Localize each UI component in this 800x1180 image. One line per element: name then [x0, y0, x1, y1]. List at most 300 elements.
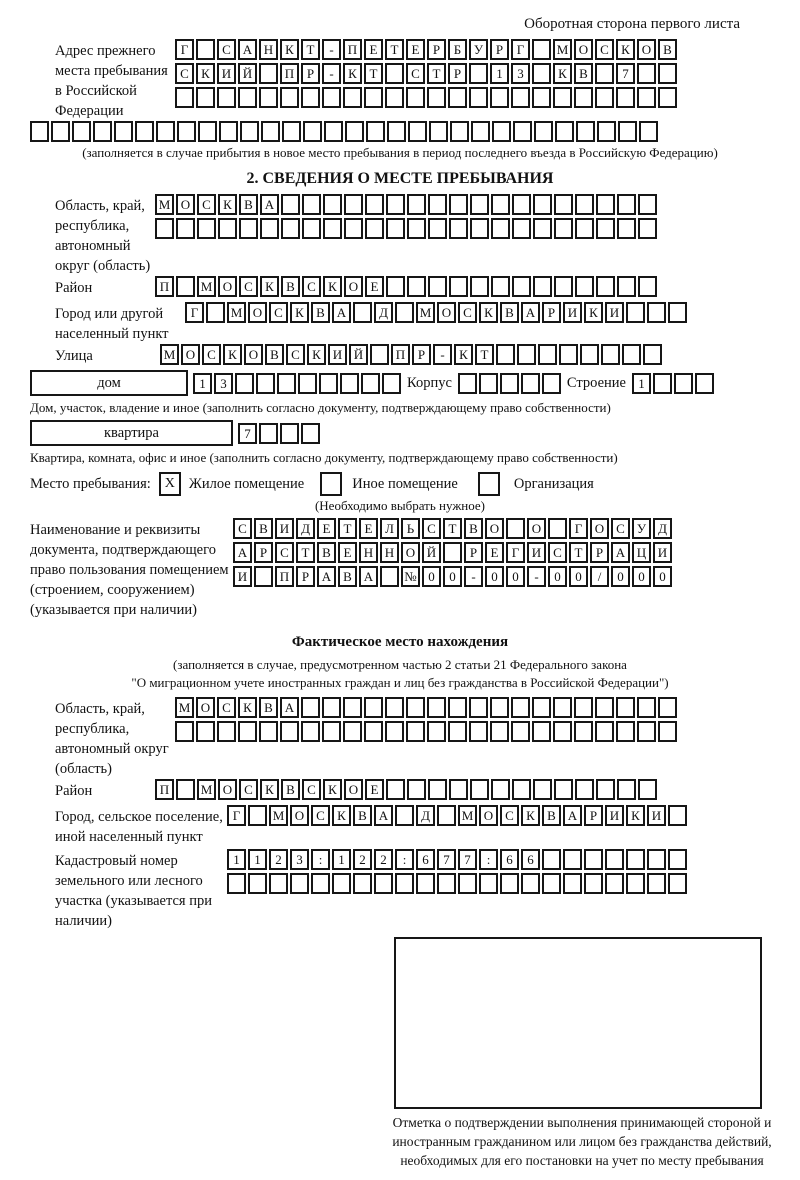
char-box[interactable]: А	[317, 566, 336, 587]
char-box[interactable]	[281, 194, 300, 215]
char-box[interactable]	[385, 721, 404, 742]
char-box[interactable]: С	[595, 39, 614, 60]
char-box[interactable]	[542, 873, 561, 894]
char-box[interactable]	[322, 87, 341, 108]
char-box[interactable]: А	[521, 302, 540, 323]
char-box[interactable]: И	[653, 542, 672, 563]
char-box[interactable]: И	[605, 805, 624, 826]
char-box[interactable]	[521, 373, 540, 394]
char-box[interactable]: 0	[485, 566, 504, 587]
char-box[interactable]	[259, 721, 278, 742]
char-box[interactable]: 1	[193, 373, 212, 394]
char-box[interactable]: Р	[590, 542, 609, 563]
char-box[interactable]: Т	[364, 63, 383, 84]
char-box[interactable]: Б	[448, 39, 467, 60]
char-box[interactable]	[458, 873, 477, 894]
char-box[interactable]: М	[197, 276, 216, 297]
char-box[interactable]	[175, 721, 194, 742]
char-box[interactable]	[559, 344, 578, 365]
char-box[interactable]: А	[233, 542, 252, 563]
char-box[interactable]: Р	[296, 566, 315, 587]
char-box[interactable]: О	[574, 39, 593, 60]
char-box[interactable]	[374, 873, 393, 894]
char-box[interactable]	[323, 218, 342, 239]
char-box[interactable]: Г	[506, 542, 525, 563]
char-box[interactable]	[517, 344, 536, 365]
char-box[interactable]: С	[269, 302, 288, 323]
char-box[interactable]	[344, 218, 363, 239]
char-box[interactable]: 0	[443, 566, 462, 587]
char-box[interactable]: Р	[584, 805, 603, 826]
char-box[interactable]: 6	[500, 849, 519, 870]
char-box[interactable]: О	[196, 697, 215, 718]
char-box[interactable]: В	[239, 194, 258, 215]
char-box[interactable]	[427, 721, 446, 742]
char-box[interactable]	[658, 87, 677, 108]
char-box[interactable]	[668, 849, 687, 870]
char-box[interactable]: П	[275, 566, 294, 587]
char-box[interactable]: С	[217, 697, 236, 718]
char-box[interactable]	[408, 121, 427, 142]
char-box[interactable]	[653, 373, 672, 394]
char-box[interactable]: И	[527, 542, 546, 563]
char-box[interactable]: С	[239, 276, 258, 297]
char-box[interactable]: К	[218, 194, 237, 215]
char-box[interactable]	[386, 276, 405, 297]
char-box[interactable]: И	[563, 302, 582, 323]
char-box[interactable]	[553, 87, 572, 108]
char-box[interactable]	[437, 805, 456, 826]
char-box[interactable]: Е	[317, 518, 336, 539]
char-box[interactable]: К	[223, 344, 242, 365]
char-box[interactable]: О	[527, 518, 546, 539]
char-box[interactable]	[616, 697, 635, 718]
char-box[interactable]	[469, 697, 488, 718]
char-box[interactable]: 6	[416, 849, 435, 870]
char-box[interactable]	[385, 87, 404, 108]
char-box[interactable]	[490, 721, 509, 742]
char-box[interactable]: П	[280, 63, 299, 84]
char-box[interactable]	[533, 194, 552, 215]
char-box[interactable]	[626, 302, 645, 323]
char-box[interactable]	[345, 121, 364, 142]
char-box[interactable]	[407, 194, 426, 215]
char-box[interactable]: К	[454, 344, 473, 365]
char-box[interactable]	[340, 373, 359, 394]
char-box[interactable]	[658, 697, 677, 718]
char-box[interactable]	[156, 121, 175, 142]
char-box[interactable]: О	[218, 276, 237, 297]
char-box[interactable]: К	[626, 805, 645, 826]
char-box[interactable]	[407, 218, 426, 239]
char-box[interactable]	[280, 721, 299, 742]
char-box[interactable]	[647, 873, 666, 894]
char-box[interactable]: П	[155, 779, 174, 800]
char-box[interactable]: Т	[296, 542, 315, 563]
char-box[interactable]	[353, 302, 372, 323]
char-box[interactable]: А	[260, 194, 279, 215]
char-box[interactable]	[343, 697, 362, 718]
char-box[interactable]	[197, 218, 216, 239]
char-box[interactable]	[407, 779, 426, 800]
char-box[interactable]	[416, 873, 435, 894]
char-box[interactable]: 0	[548, 566, 567, 587]
char-box[interactable]: М	[175, 697, 194, 718]
char-box[interactable]	[301, 697, 320, 718]
char-box[interactable]	[260, 218, 279, 239]
char-box[interactable]	[365, 218, 384, 239]
char-box[interactable]: С	[500, 805, 519, 826]
char-box[interactable]	[256, 373, 275, 394]
char-box[interactable]	[301, 721, 320, 742]
char-box[interactable]: -	[322, 63, 341, 84]
char-box[interactable]	[365, 194, 384, 215]
char-box[interactable]	[406, 721, 425, 742]
char-box[interactable]	[332, 873, 351, 894]
char-box[interactable]	[580, 344, 599, 365]
char-box[interactable]	[322, 697, 341, 718]
char-box[interactable]: А	[374, 805, 393, 826]
char-box[interactable]	[479, 873, 498, 894]
char-box[interactable]	[471, 121, 490, 142]
char-box[interactable]	[301, 87, 320, 108]
char-box[interactable]	[574, 87, 593, 108]
char-box[interactable]: Ь	[401, 518, 420, 539]
char-box[interactable]: У	[469, 39, 488, 60]
char-box[interactable]	[638, 218, 657, 239]
char-box[interactable]	[72, 121, 91, 142]
char-box[interactable]	[407, 276, 426, 297]
char-box[interactable]: А	[332, 302, 351, 323]
char-box[interactable]: Ц	[632, 542, 651, 563]
char-box[interactable]: С	[197, 194, 216, 215]
char-box[interactable]: Р	[448, 63, 467, 84]
char-box[interactable]	[30, 121, 49, 142]
char-box[interactable]: К	[479, 302, 498, 323]
char-box[interactable]: Е	[406, 39, 425, 60]
char-box[interactable]	[647, 302, 666, 323]
char-box[interactable]	[542, 849, 561, 870]
stay-type-checkbox-other[interactable]	[320, 472, 342, 496]
char-box[interactable]	[470, 218, 489, 239]
char-box[interactable]: 3	[511, 63, 530, 84]
char-box[interactable]: К	[307, 344, 326, 365]
char-box[interactable]: Е	[338, 542, 357, 563]
char-box[interactable]: Й	[422, 542, 441, 563]
char-box[interactable]	[617, 218, 636, 239]
char-box[interactable]	[626, 873, 645, 894]
char-box[interactable]	[259, 423, 278, 444]
char-box[interactable]: А	[611, 542, 630, 563]
char-box[interactable]: 0	[422, 566, 441, 587]
char-box[interactable]	[319, 373, 338, 394]
char-box[interactable]: 0	[569, 566, 588, 587]
char-box[interactable]: М	[227, 302, 246, 323]
char-box[interactable]: Т	[385, 39, 404, 60]
char-box[interactable]: Т	[301, 39, 320, 60]
char-box[interactable]	[469, 63, 488, 84]
char-box[interactable]	[638, 779, 657, 800]
char-box[interactable]	[449, 194, 468, 215]
char-box[interactable]: Н	[359, 542, 378, 563]
char-box[interactable]: С	[202, 344, 221, 365]
char-box[interactable]: С	[406, 63, 425, 84]
char-box[interactable]: С	[302, 779, 321, 800]
stay-type-checkbox-organization[interactable]	[478, 472, 500, 496]
char-box[interactable]: К	[260, 779, 279, 800]
char-box[interactable]	[235, 373, 254, 394]
char-box[interactable]	[239, 218, 258, 239]
char-box[interactable]: 2	[353, 849, 372, 870]
char-box[interactable]	[622, 344, 641, 365]
char-box[interactable]	[248, 805, 267, 826]
char-box[interactable]	[490, 87, 509, 108]
char-box[interactable]	[302, 218, 321, 239]
char-box[interactable]: О	[344, 276, 363, 297]
char-box[interactable]: В	[317, 542, 336, 563]
char-box[interactable]	[496, 344, 515, 365]
char-box[interactable]: Р	[254, 542, 273, 563]
char-box[interactable]	[617, 276, 636, 297]
char-box[interactable]	[638, 276, 657, 297]
char-box[interactable]	[647, 849, 666, 870]
char-box[interactable]: В	[281, 276, 300, 297]
char-box[interactable]	[370, 344, 389, 365]
char-box[interactable]	[637, 721, 656, 742]
char-box[interactable]: 0	[506, 566, 525, 587]
char-box[interactable]	[512, 779, 531, 800]
char-box[interactable]: В	[311, 302, 330, 323]
char-box[interactable]	[218, 218, 237, 239]
char-box[interactable]	[196, 87, 215, 108]
char-box[interactable]	[617, 779, 636, 800]
char-box[interactable]	[428, 194, 447, 215]
char-box[interactable]: Р	[301, 63, 320, 84]
char-box[interactable]	[553, 721, 572, 742]
char-box[interactable]: М	[269, 805, 288, 826]
char-box[interactable]	[386, 779, 405, 800]
char-box[interactable]: В	[574, 63, 593, 84]
char-box[interactable]	[448, 721, 467, 742]
char-box[interactable]: 2	[269, 849, 288, 870]
char-box[interactable]: У	[632, 518, 651, 539]
char-box[interactable]	[470, 779, 489, 800]
char-box[interactable]	[674, 373, 693, 394]
char-box[interactable]	[458, 373, 477, 394]
char-box[interactable]	[626, 849, 645, 870]
char-box[interactable]	[532, 87, 551, 108]
char-box[interactable]: С	[217, 39, 236, 60]
char-box[interactable]	[428, 218, 447, 239]
char-box[interactable]: Г	[185, 302, 204, 323]
char-box[interactable]	[427, 697, 446, 718]
char-box[interactable]: О	[218, 779, 237, 800]
char-box[interactable]	[437, 873, 456, 894]
char-box[interactable]	[575, 276, 594, 297]
char-box[interactable]	[618, 121, 637, 142]
char-box[interactable]: :	[395, 849, 414, 870]
char-box[interactable]	[584, 873, 603, 894]
char-box[interactable]: К	[616, 39, 635, 60]
char-box[interactable]: 7	[437, 849, 456, 870]
char-box[interactable]: А	[238, 39, 257, 60]
char-box[interactable]	[282, 121, 301, 142]
char-box[interactable]: 1	[248, 849, 267, 870]
char-box[interactable]: К	[196, 63, 215, 84]
char-box[interactable]	[605, 873, 624, 894]
char-box[interactable]	[574, 697, 593, 718]
char-box[interactable]: 1	[332, 849, 351, 870]
char-box[interactable]	[538, 344, 557, 365]
char-box[interactable]: В	[254, 518, 273, 539]
char-box[interactable]	[533, 276, 552, 297]
char-box[interactable]: Е	[365, 276, 384, 297]
char-box[interactable]	[668, 302, 687, 323]
char-box[interactable]	[637, 697, 656, 718]
char-box[interactable]	[448, 87, 467, 108]
char-box[interactable]	[261, 121, 280, 142]
char-box[interactable]: С	[275, 542, 294, 563]
char-box[interactable]	[259, 63, 278, 84]
char-box[interactable]: Д	[374, 302, 393, 323]
char-box[interactable]	[596, 194, 615, 215]
char-box[interactable]: В	[542, 805, 561, 826]
char-box[interactable]: С	[239, 779, 258, 800]
char-box[interactable]	[639, 121, 658, 142]
char-box[interactable]: К	[323, 779, 342, 800]
char-box[interactable]	[512, 276, 531, 297]
char-box[interactable]: Г	[175, 39, 194, 60]
char-box[interactable]: 7	[458, 849, 477, 870]
char-box[interactable]	[554, 276, 573, 297]
char-box[interactable]	[575, 218, 594, 239]
char-box[interactable]: Р	[412, 344, 431, 365]
char-box[interactable]: П	[391, 344, 410, 365]
char-box[interactable]	[605, 849, 624, 870]
char-box[interactable]: Й	[349, 344, 368, 365]
char-box[interactable]	[668, 873, 687, 894]
char-box[interactable]: В	[353, 805, 372, 826]
char-box[interactable]	[238, 87, 257, 108]
char-box[interactable]	[361, 373, 380, 394]
char-box[interactable]: Р	[464, 542, 483, 563]
char-box[interactable]: О	[244, 344, 263, 365]
char-box[interactable]	[298, 373, 317, 394]
char-box[interactable]: 3	[290, 849, 309, 870]
char-box[interactable]	[595, 87, 614, 108]
char-box[interactable]	[196, 39, 215, 60]
char-box[interactable]	[217, 87, 236, 108]
char-box[interactable]	[448, 697, 467, 718]
char-box[interactable]	[548, 518, 567, 539]
char-box[interactable]	[532, 39, 551, 60]
char-box[interactable]	[511, 721, 530, 742]
char-box[interactable]: С	[302, 276, 321, 297]
char-box[interactable]	[176, 779, 195, 800]
char-box[interactable]	[595, 63, 614, 84]
char-box[interactable]: 3	[214, 373, 233, 394]
char-box[interactable]	[198, 121, 217, 142]
char-box[interactable]: 0	[653, 566, 672, 587]
char-box[interactable]: О	[248, 302, 267, 323]
char-box[interactable]: В	[464, 518, 483, 539]
char-box[interactable]	[533, 218, 552, 239]
char-box[interactable]: 2	[374, 849, 393, 870]
char-box[interactable]	[542, 373, 561, 394]
char-box[interactable]	[385, 63, 404, 84]
stay-type-checkbox-residential[interactable]: X	[159, 472, 181, 496]
char-box[interactable]	[395, 805, 414, 826]
char-box[interactable]	[597, 121, 616, 142]
char-box[interactable]	[254, 566, 273, 587]
char-box[interactable]: С	[175, 63, 194, 84]
char-box[interactable]	[469, 721, 488, 742]
char-box[interactable]	[353, 873, 372, 894]
char-box[interactable]	[574, 721, 593, 742]
char-box[interactable]	[176, 218, 195, 239]
char-box[interactable]: Г	[227, 805, 246, 826]
char-box[interactable]	[93, 121, 112, 142]
char-box[interactable]	[175, 87, 194, 108]
char-box[interactable]	[511, 697, 530, 718]
char-box[interactable]: Д	[416, 805, 435, 826]
char-box[interactable]: Р	[542, 302, 561, 323]
char-box[interactable]: Д	[296, 518, 315, 539]
char-box[interactable]: К	[280, 39, 299, 60]
char-box[interactable]: О	[181, 344, 200, 365]
char-box[interactable]: Т	[569, 542, 588, 563]
char-box[interactable]	[248, 873, 267, 894]
char-box[interactable]	[280, 87, 299, 108]
char-box[interactable]	[406, 697, 425, 718]
char-box[interactable]	[512, 218, 531, 239]
char-box[interactable]: Т	[475, 344, 494, 365]
char-box[interactable]	[206, 302, 225, 323]
char-box[interactable]	[469, 87, 488, 108]
char-box[interactable]: :	[479, 849, 498, 870]
char-box[interactable]	[616, 87, 635, 108]
char-box[interactable]	[277, 373, 296, 394]
char-box[interactable]: Н	[259, 39, 278, 60]
char-box[interactable]: Е	[485, 542, 504, 563]
char-box[interactable]	[658, 63, 677, 84]
char-box[interactable]: С	[311, 805, 330, 826]
char-box[interactable]	[303, 121, 322, 142]
char-box[interactable]	[219, 121, 238, 142]
char-box[interactable]	[584, 849, 603, 870]
char-box[interactable]: О	[176, 194, 195, 215]
char-box[interactable]	[576, 121, 595, 142]
char-box[interactable]: М	[458, 805, 477, 826]
char-box[interactable]	[324, 121, 343, 142]
char-box[interactable]: К	[260, 276, 279, 297]
char-box[interactable]: 7	[238, 423, 257, 444]
char-box[interactable]: К	[343, 63, 362, 84]
char-box[interactable]	[554, 218, 573, 239]
char-box[interactable]: М	[416, 302, 435, 323]
char-box[interactable]: П	[343, 39, 362, 60]
char-box[interactable]: Е	[365, 779, 384, 800]
char-box[interactable]	[637, 63, 656, 84]
char-box[interactable]	[428, 276, 447, 297]
char-box[interactable]: Е	[364, 39, 383, 60]
char-box[interactable]	[380, 566, 399, 587]
char-box[interactable]	[301, 423, 320, 444]
char-box[interactable]: И	[275, 518, 294, 539]
char-box[interactable]: 1	[490, 63, 509, 84]
char-box[interactable]	[281, 218, 300, 239]
char-box[interactable]: М	[197, 779, 216, 800]
